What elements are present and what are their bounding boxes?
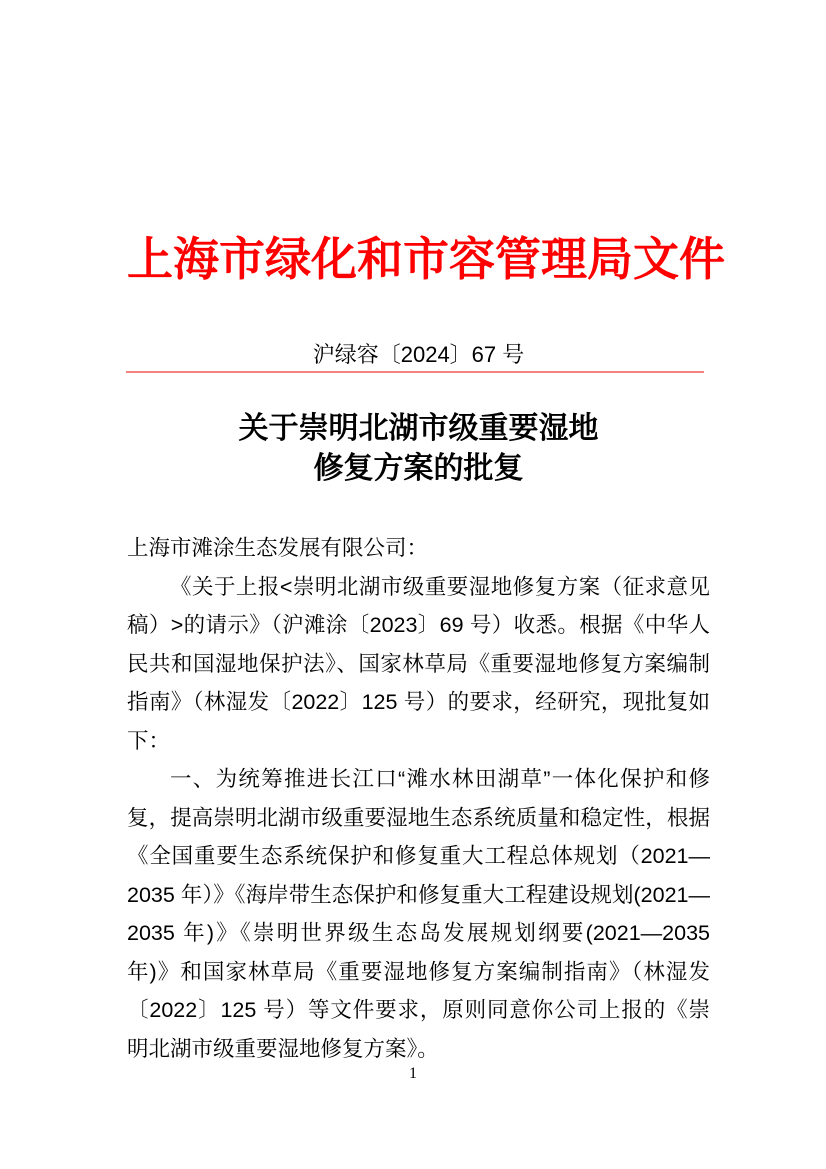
page-number: 1 [409, 1065, 417, 1082]
document-content-column [127, 0, 725, 1068]
document-title-line-1: 关于崇明北湖市级重要湿地 [238, 412, 599, 445]
document-title [127, 409, 710, 489]
agency-header-title: 上海市绿化和市容管理局文件 [127, 233, 725, 285]
salutation: 上海市滩涂生态发展有限公司： [127, 536, 429, 560]
document-number: 沪绿容〔2024〕67 号 [312, 342, 525, 367]
document-body [127, 529, 710, 1068]
body-paragraph-1: 《关于上报<崇明北湖市级重要湿地修复方案（征求意见稿）>的请示》（沪滩涂〔2023〕69 号）收悉。根据《中华人民共和国湿地保护法》、国家林草局《重要湿地修复方案编制指南》（林湿发〔2022〕125 号）的要求，经研究，现批复如下： [127, 574, 710, 753]
body-paragraph-2: 一、为统筹推进长江口“滩水林田湖草”一体化保护和修复，提高崇明北湖市级重要湿地生态系统质量和稳定性，根据《全国重要生态系统保护和修复重大工程总体规划（2021—2035 年）》《海岸带生态保护和修复重大工程建设规划(2021—2035 年)》《崇明世界级生态岛发展规划纲要(2021—2035 年)》和国家林草局《重要湿地修复方案编制指南》（林湿发〔2022〕125 号）等文件要求，原则同意你公司上报的《崇明北湖市级重要湿地修复方案》。 [127, 767, 710, 1061]
document-title-line-2: 修复方案的批复 [313, 452, 524, 485]
red-divider-rule [126, 371, 704, 373]
